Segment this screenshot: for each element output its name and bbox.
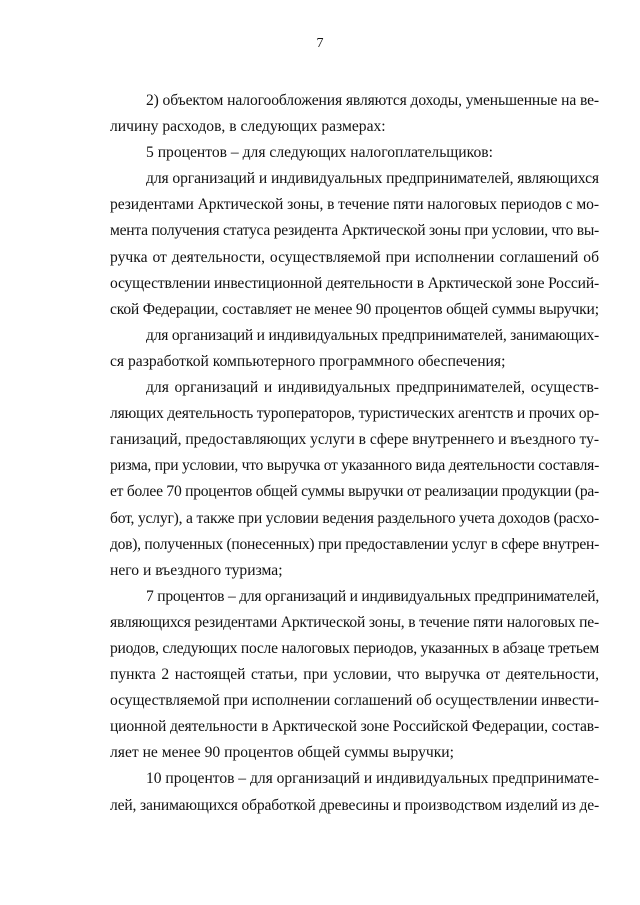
text-line: ляющих деятельность туроператоров, туристических агентств и прочих ор- <box>110 405 599 423</box>
document-body <box>110 88 599 819</box>
text-line: ционной деятельности в Арктической зоне Российской Федерации, состав- <box>110 718 599 736</box>
text-line: ляет не менее 90 процентов общей суммы выручки; <box>110 744 454 762</box>
text-line: 5 процентов – для следующих налогоплательщиков: <box>146 144 493 162</box>
text-line: ся разработкой компьютерного программного обеспечения; <box>110 352 506 370</box>
text-line: резидентами Арктической зоны, в течение пяти налоговых периодов с мо- <box>110 196 599 214</box>
text-line: ганизаций, предоставляющих услуги в сфере внутреннего и въездного ту- <box>110 431 599 449</box>
text-line: осуществлении инвестиционной деятельности в Арктической зоне Россий- <box>110 274 599 292</box>
text-line: ризма, при условии, что выручка от указанного вида деятельности составля- <box>110 457 599 475</box>
text-line: личину расходов, в следующих размерах: <box>110 118 386 136</box>
text-line: него и въездного туризма; <box>110 561 283 579</box>
text-line: лей, занимающихся обработкой древесины и производством изделий из де- <box>110 796 599 814</box>
text-line: ской Федерации, составляет не менее 90 процентов общей суммы выручки; <box>110 300 599 318</box>
page-number: 7 <box>316 36 324 51</box>
text-line: 2) объектом налогообложения являются доходы, уменьшенные на ве- <box>146 92 599 109</box>
text-line: для организаций и индивидуальных предпринимателей, являющихся <box>146 170 599 188</box>
text-line: для организаций и индивидуальных предпринимателей, занимающих- <box>146 326 599 344</box>
text-line: мента получения статуса резидента Арктической зоны при условии, что вы- <box>110 222 599 240</box>
text-line: 7 процентов – для организаций и индивидуальных предпринимателей, <box>146 587 599 605</box>
text-line: риодов, следующих после налоговых периодов, указанных в абзаце третьем <box>110 639 599 657</box>
text-line: 10 процентов – для организаций и индивидуальных предпринимате- <box>146 770 599 788</box>
text-line: осуществляемой при исполнении соглашений об осуществлении инвести- <box>110 692 599 710</box>
text-line: ет более 70 процентов общей суммы выручки от реализации продукции (ра- <box>110 483 599 501</box>
text-line: пункта 2 настоящей статьи, при условии, что выручка от деятельности, <box>110 666 599 684</box>
text-line: ручка от деятельности, осуществляемой при исполнении соглашений об <box>110 248 599 266</box>
text-line: являющихся резидентами Арктической зоны, в течение пяти налоговых пе- <box>110 613 599 631</box>
text-line: дов), полученных (понесенных) при предоставлении услуг в сфере внутрен- <box>110 535 599 553</box>
text-line: для организаций и индивидуальных предпринимателей, осуществ- <box>146 379 599 397</box>
text-line: бот, услуг), а также при условии ведения раздельного учета доходов (расхо- <box>110 509 599 527</box>
